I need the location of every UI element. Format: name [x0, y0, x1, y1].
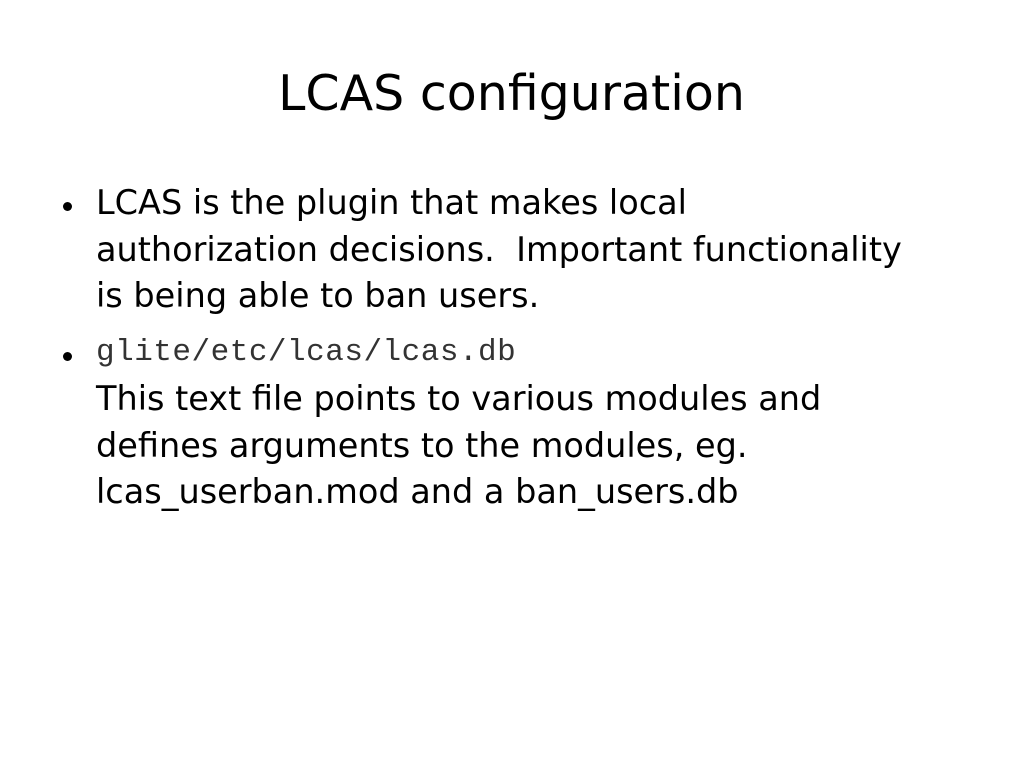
bullet-item-2	[58, 330, 978, 516]
bullet-1-line-2: authorization decisions. Important functionality	[96, 229, 902, 269]
bullet-2-line-3: lcas_userban.mod and a ban_users.db	[96, 472, 739, 511]
bullet-dot-icon	[63, 352, 72, 361]
config-file-path: glite/etc/lcas/lcas.db	[96, 334, 517, 370]
slide-title: LCAS configuration	[278, 65, 745, 122]
bullet-1-line-3: is being able to ban users.	[96, 276, 540, 315]
bullet-2-line-1: This text file points to various modules and	[96, 379, 822, 418]
bullet-2-line-2: defines arguments to the modules, eg.	[96, 425, 748, 465]
bullet-1-line-1: LCAS is the plugin that makes local	[96, 183, 687, 222]
bullet-list	[58, 180, 978, 516]
bullet-item-1	[58, 180, 978, 320]
bullet-dot-icon	[63, 202, 72, 211]
